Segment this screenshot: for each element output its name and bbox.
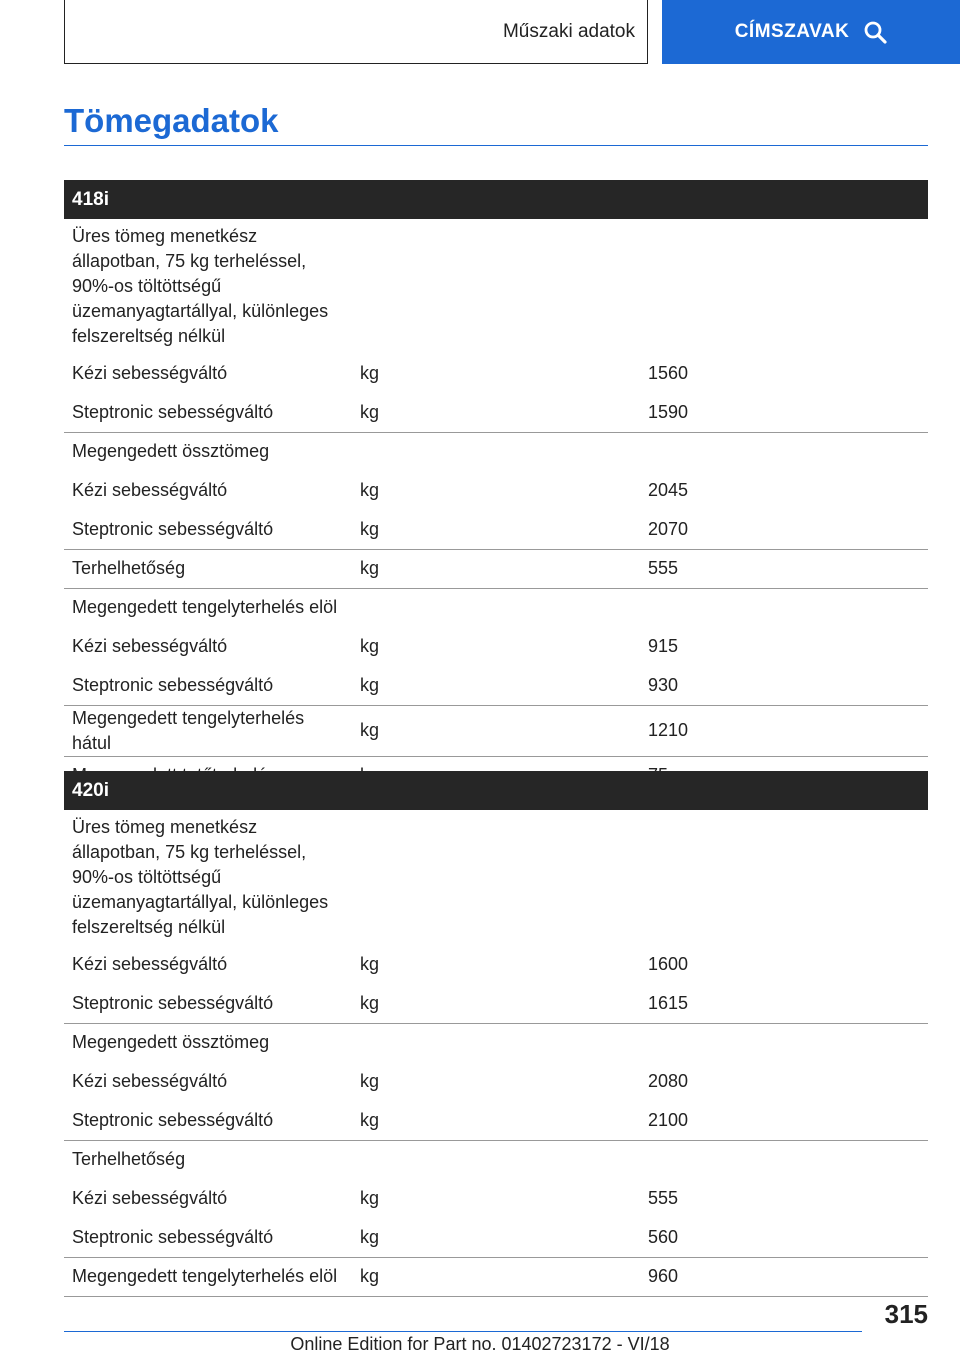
row-label: Megengedett tengelyterhelés elöl — [72, 597, 338, 618]
row-label: Üres tömeg menetkész állapotban, 75 kg terheléssel, 90%-os töltöttségű üzemanyagtartállyal, különleges felszereltség nélkül — [72, 226, 329, 346]
table-row — [64, 627, 928, 666]
spec-table-418i — [64, 180, 928, 796]
row-unit: kg — [352, 1257, 640, 1296]
row-value: 1600 — [648, 954, 689, 974]
table-row — [64, 471, 928, 510]
table-row — [64, 354, 928, 393]
model-heading: 420i — [64, 771, 928, 810]
row-value: 2045 — [648, 480, 689, 500]
row-unit: kg — [352, 393, 640, 432]
page-title: Tömegadatok — [64, 102, 279, 139]
table-row — [64, 393, 928, 432]
table-row — [64, 984, 928, 1023]
row-value: 555 — [640, 549, 928, 588]
table-header-row — [64, 771, 928, 810]
top-navigation — [0, 0, 960, 66]
row-label: Steptronic sebességváltó — [64, 666, 352, 705]
table-row — [64, 588, 928, 627]
table-row — [64, 705, 928, 756]
row-unit: kg — [352, 1218, 640, 1257]
row-value: 560 — [640, 1218, 928, 1257]
table-row — [64, 549, 928, 588]
row-unit: kg — [352, 984, 640, 1023]
row-unit — [352, 219, 640, 354]
row-unit: kg — [360, 954, 380, 974]
row-value — [640, 432, 928, 471]
row-unit: kg — [352, 666, 640, 705]
row-value: 1615 — [640, 984, 928, 1023]
table-row — [64, 1101, 928, 1140]
table-row — [64, 432, 928, 471]
spec-table-420i — [64, 771, 928, 1297]
section-tab-label: Műszaki adatok — [502, 20, 635, 42]
title-divider — [64, 145, 928, 146]
keywords-button[interactable] — [662, 0, 960, 64]
row-unit — [352, 432, 640, 471]
row-value — [640, 1023, 928, 1062]
row-value: 930 — [640, 666, 928, 705]
row-label: Megengedett össztömeg — [72, 441, 270, 462]
row-unit: kg — [360, 1188, 380, 1208]
row-unit — [352, 1023, 640, 1062]
row-unit: kg — [360, 1071, 380, 1091]
table-row — [64, 510, 928, 549]
row-value — [640, 810, 928, 945]
table-row — [64, 1179, 928, 1218]
table-row — [64, 1062, 928, 1101]
section-tab[interactable] — [64, 0, 648, 64]
row-unit — [352, 1140, 640, 1179]
row-unit: kg — [352, 549, 640, 588]
row-label: Megengedett tengelyterhelés elöl — [64, 1257, 352, 1296]
edition-note: Online Edition for Part no. 01402723172 - VI/18 — [290, 1334, 670, 1354]
row-value: 555 — [648, 1188, 679, 1208]
row-label: Steptronic sebességváltó — [64, 393, 352, 432]
table-row — [64, 1140, 928, 1179]
row-label: Terhelhetőség — [72, 1149, 186, 1170]
table-row — [64, 1257, 928, 1296]
row-value: 1560 — [648, 363, 689, 383]
row-label: Steptronic sebességváltó — [64, 1101, 352, 1140]
row-unit: kg — [352, 705, 640, 756]
row-label: Kézi sebességváltó — [72, 1071, 228, 1091]
row-unit: kg — [360, 636, 380, 656]
row-label: Megengedett össztömeg — [72, 1032, 270, 1053]
row-value — [640, 219, 928, 354]
row-label: Kézi sebességváltó — [72, 480, 228, 500]
table-row — [64, 219, 928, 354]
row-value — [640, 1140, 928, 1179]
table-row — [64, 810, 928, 945]
page-number: 315 — [884, 1299, 928, 1329]
row-unit: kg — [352, 1101, 640, 1140]
table-row — [64, 1218, 928, 1257]
keywords-button-label: CÍMSZAVAK — [734, 21, 850, 42]
row-label: Üres tömeg menetkész állapotban, 75 kg terheléssel, 90%-os töltöttségű üzemanyagtartállyal, különleges felszereltség nélkül — [72, 817, 329, 937]
table-row — [64, 945, 928, 984]
row-unit — [352, 588, 640, 627]
table-row — [64, 666, 928, 705]
row-value: 2070 — [640, 510, 928, 549]
row-unit — [352, 810, 640, 945]
row-label: Kézi sebességváltó — [72, 363, 228, 383]
table-row — [64, 1023, 928, 1062]
row-value: 2080 — [648, 1071, 689, 1091]
row-unit: kg — [352, 510, 640, 549]
row-label: Kézi sebességváltó — [72, 636, 228, 656]
row-value — [640, 588, 928, 627]
row-label: Kézi sebességváltó — [72, 954, 228, 974]
row-unit: kg — [360, 480, 380, 500]
row-value: 1590 — [640, 393, 928, 432]
table-header-row — [64, 180, 928, 219]
row-value: 2100 — [640, 1101, 928, 1140]
row-label: Steptronic sebességváltó — [64, 510, 352, 549]
footer-divider — [64, 1331, 862, 1332]
row-label: Kézi sebességváltó — [72, 1188, 228, 1208]
row-label: Steptronic sebességváltó — [64, 984, 352, 1023]
model-heading: 418i — [64, 180, 928, 219]
row-label: Steptronic sebességváltó — [64, 1218, 352, 1257]
row-unit: kg — [360, 363, 380, 383]
row-value: 915 — [648, 636, 679, 656]
row-label: Megengedett tengelyterhelés hátul — [64, 705, 352, 756]
search-icon — [863, 20, 887, 44]
row-label: Terhelhetőség — [64, 549, 352, 588]
row-value: 960 — [640, 1257, 928, 1296]
row-value: 1210 — [640, 705, 928, 756]
